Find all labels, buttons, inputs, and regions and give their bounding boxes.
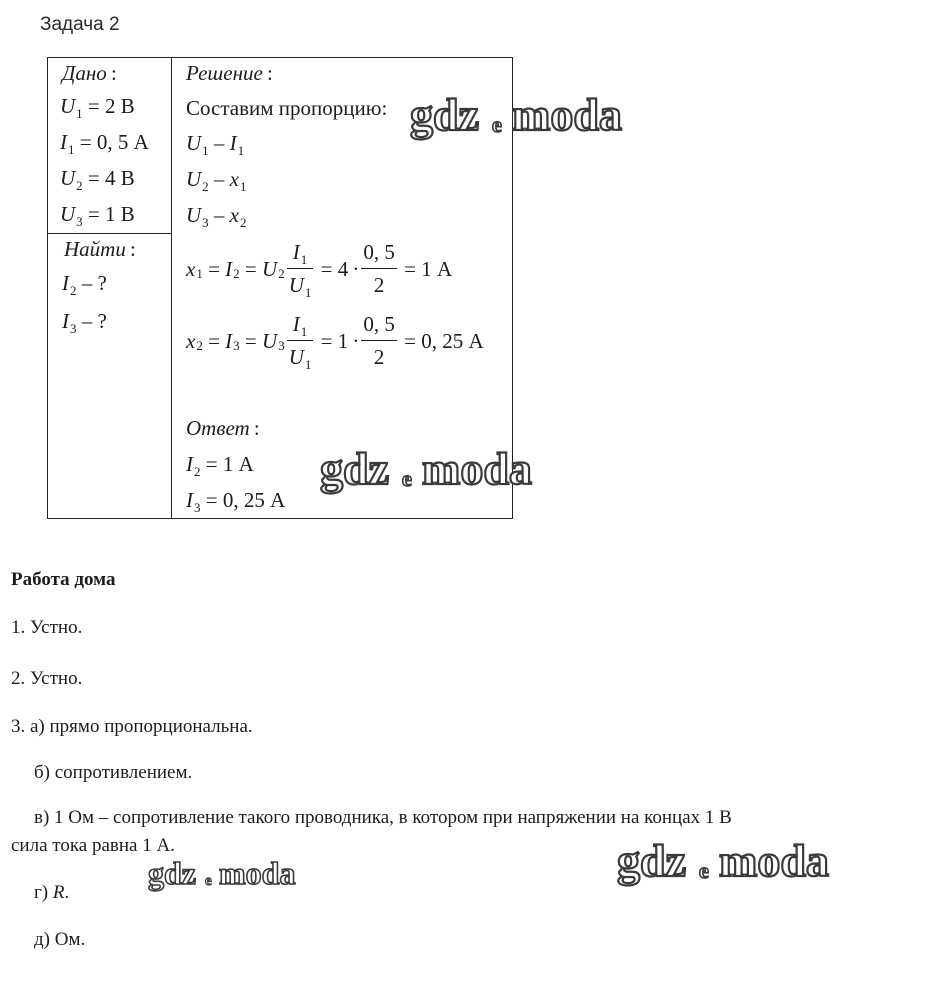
fraction: $\frac{I_1}{U_1}$ xyxy=(288,312,312,372)
homework-line: 2. Устно. xyxy=(11,668,83,689)
svg-text:gdz: gdz xyxy=(148,856,196,891)
given-item: $U_3 = 1$ В xyxy=(60,202,135,229)
svg-text:e: e xyxy=(205,873,212,889)
fraction: $\frac{0, 5}{2}$ xyxy=(363,312,395,369)
find-item: $I_2$ – ? xyxy=(62,271,107,298)
watermark-logo xyxy=(148,856,328,897)
given-item: $U_1 = 2$ В xyxy=(60,94,135,121)
solution-intro: Составим пропорцию: xyxy=(186,96,388,120)
svg-text:moda: moda xyxy=(422,446,532,494)
fraction: $\frac{0, 5}{2}$ xyxy=(363,240,395,297)
svg-text:e: e xyxy=(699,858,709,883)
proportion-line: $U_1 - I_1$ xyxy=(186,131,245,158)
homework-title: Работа дома xyxy=(11,569,116,590)
answer-header: Ответ : xyxy=(186,416,260,440)
table-divider-horizontal xyxy=(47,233,172,234)
homework-line: д) Ом. xyxy=(34,929,86,950)
svg-text:gdz: gdz xyxy=(320,446,389,494)
task-title: Задача 2 xyxy=(40,14,120,35)
svg-text:e: e xyxy=(402,466,412,491)
given-item: $U_2 = 4$ В xyxy=(60,166,135,193)
find-item: $I_3$ – ? xyxy=(62,309,107,336)
table-divider-vertical xyxy=(171,57,172,519)
answer-item: $I_2 = 1$ А xyxy=(186,452,254,479)
svg-text:moda: moda xyxy=(512,92,622,140)
homework-line: в) 1 Ом – сопротивление такого проводника, в котором при напряжении на концах 1 В xyxy=(34,807,732,828)
watermark-logo xyxy=(410,92,680,147)
watermark-logo xyxy=(617,838,887,893)
formula-x1: x 1 = I 2 = U 2 $\frac{I_1}{U_1}$ = 4 · $\frac{0, 5}{2}$ = 1 А xyxy=(186,240,453,300)
fraction: $\frac{I_1}{U_1}$ xyxy=(288,240,312,300)
formula-x2: x 2 = I 3 = U 3 $\frac{I_1}{U_1}$ = 1 · $\frac{0, 5}{2}$ = 0, 25 А xyxy=(186,312,484,372)
answer-item: $I_3 = 0$, 25 А xyxy=(186,488,286,515)
svg-text:moda: moda xyxy=(719,838,829,886)
homework-line: 3. а) прямо пропорциональна. xyxy=(11,716,253,737)
svg-text:e: e xyxy=(492,112,502,137)
given-header: Дано : xyxy=(62,61,117,85)
given-item: $I_1 = 0$, 5 А xyxy=(60,130,149,157)
svg-text:moda: moda xyxy=(219,856,296,891)
proportion-line: $U_2 - x_1$ xyxy=(186,167,247,194)
solution-header: Решение : xyxy=(186,61,273,85)
homework-line: 1. Устно. xyxy=(11,617,83,638)
svg-text:gdz: gdz xyxy=(617,838,686,886)
homework-line: сила тока равна 1 А. xyxy=(11,835,175,856)
svg-text:gdz: gdz xyxy=(410,92,479,140)
proportion-line: $U_3 - x_2$ xyxy=(186,203,247,230)
find-header: Найти : xyxy=(64,237,136,261)
homework-line: г) R. xyxy=(34,882,70,903)
watermark-logo xyxy=(320,446,590,501)
homework-line: б) сопротивлением. xyxy=(34,762,193,783)
